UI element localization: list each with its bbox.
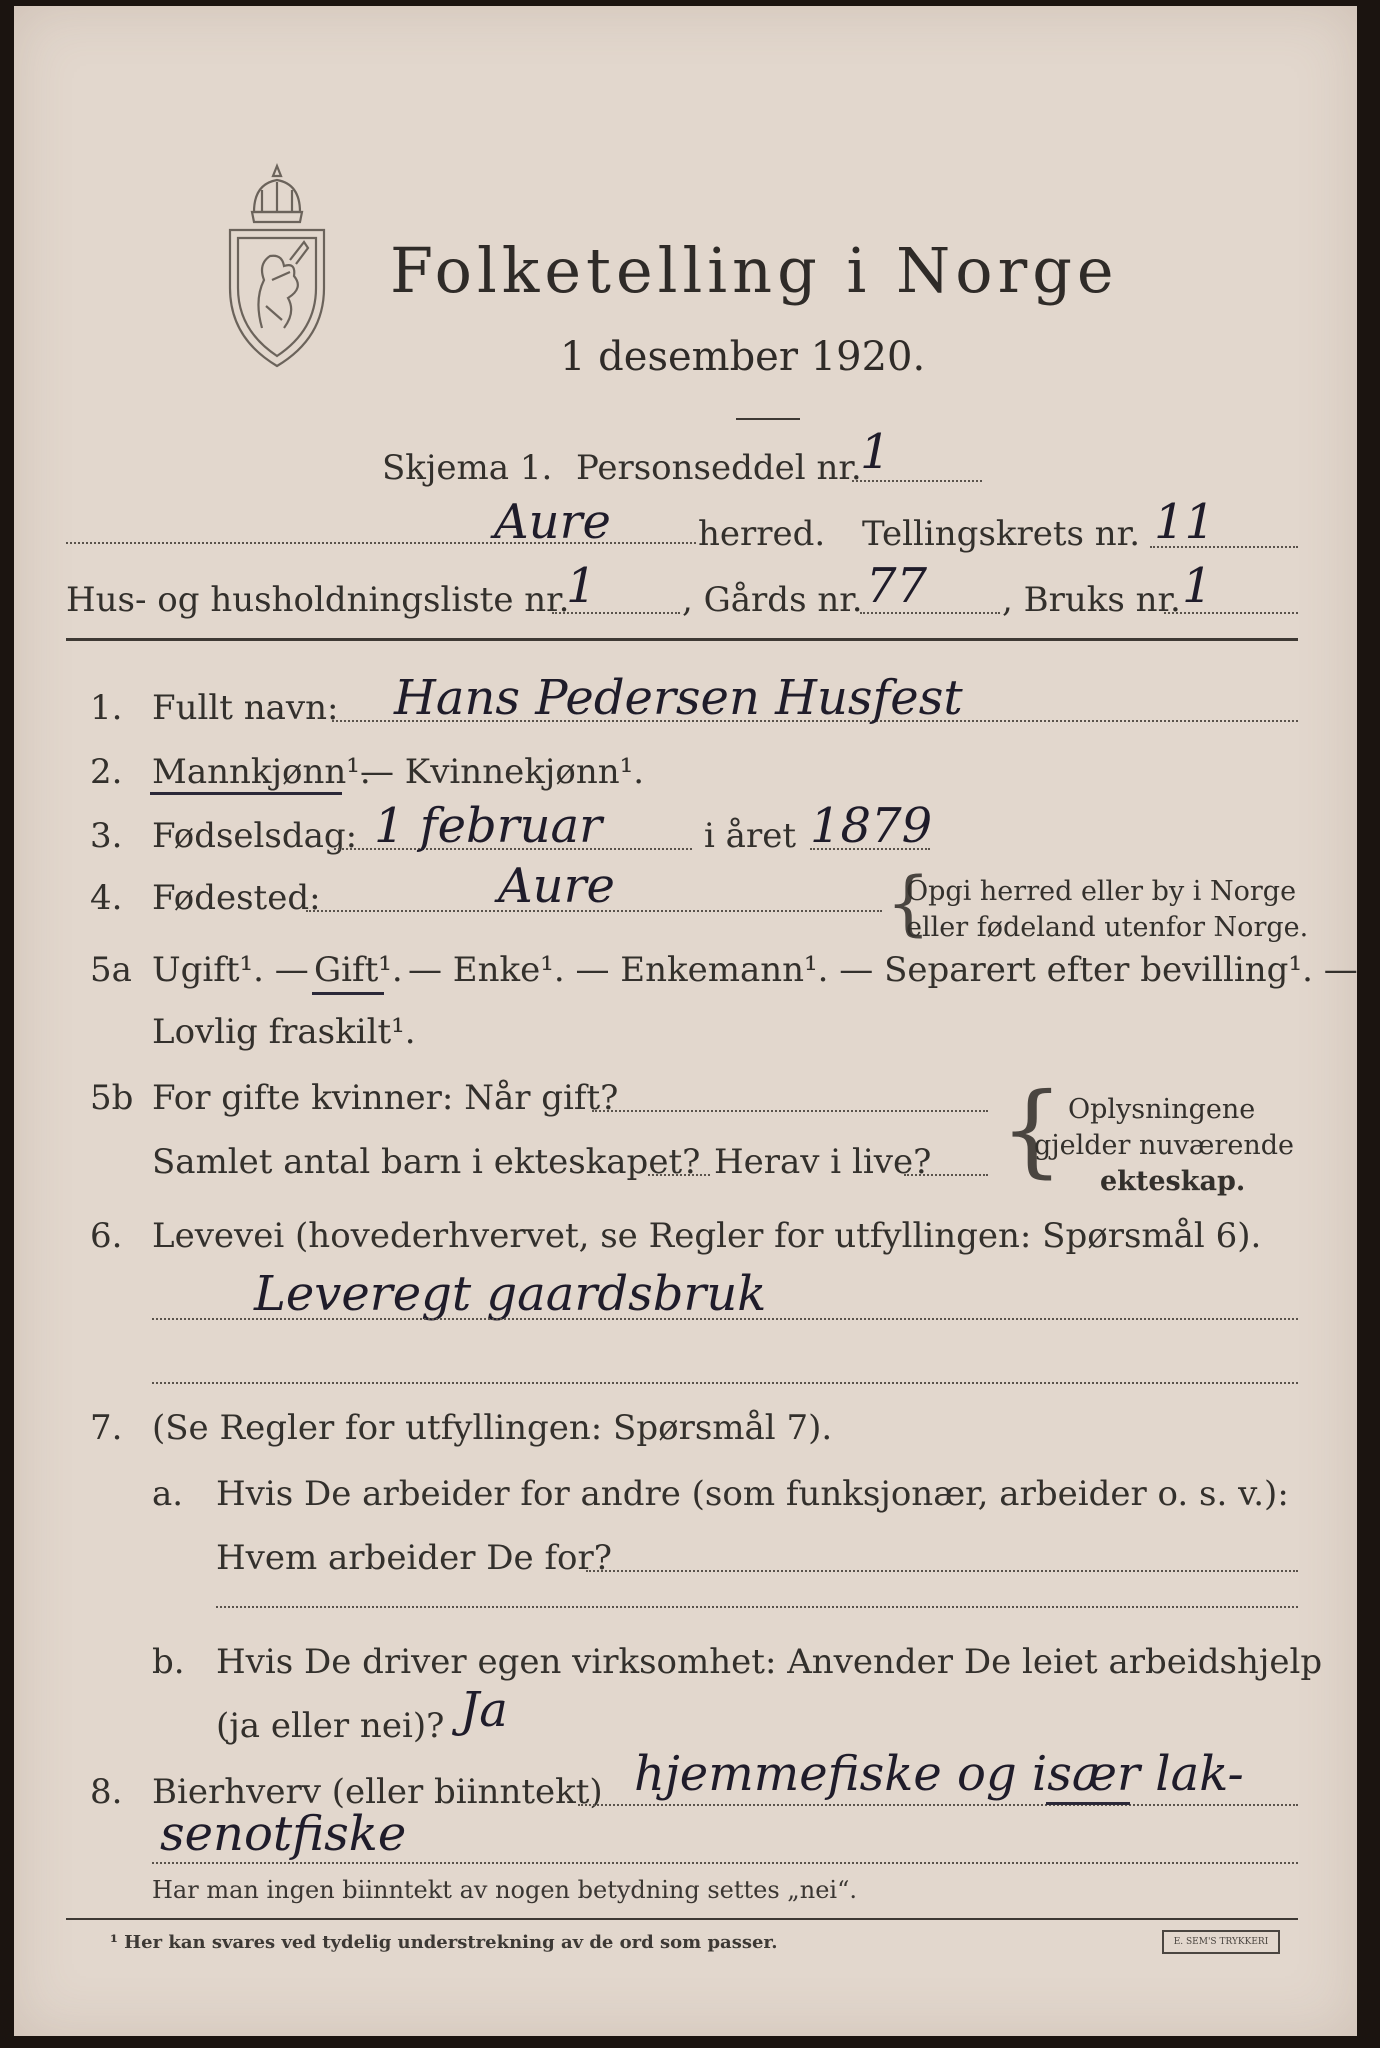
q1-label: Fullt navn: [152, 688, 339, 728]
tellingskrets-value: 11 [1154, 494, 1216, 550]
q8-value-line1: hjemmefiske og især lak- [634, 1746, 1244, 1802]
personseddel-value: 1 [860, 424, 891, 480]
q7b-letter: b. [152, 1642, 185, 1682]
q5b-alive-line [904, 1174, 988, 1176]
q7b-question: (ja eller nei)? [216, 1706, 445, 1746]
skjema-label: Skjema 1. [382, 448, 553, 488]
q7a-employer-line2 [216, 1606, 1298, 1608]
q5a-other-options: — Enke¹. — Enkemann¹. — Separert efter bevilling¹. — [408, 950, 1358, 990]
q3-label: Fødselsdag: [152, 816, 358, 856]
q2-number: 2. [90, 752, 123, 792]
q4-note-line2: eller fødeland utenfor Norge. [906, 912, 1309, 943]
q5b-alive-label: Herav i live? [714, 1142, 932, 1182]
q5a-number: 5a [90, 950, 132, 990]
q5b-number: 5b [90, 1078, 134, 1118]
husliste-value: 1 [566, 558, 597, 614]
footnote-separator [66, 1918, 1298, 1920]
q8-value-line2: senotfiske [160, 1806, 407, 1862]
q7a-line1: Hvis De arbeider for andre (som funksjonær, arbeider o. s. v.): [216, 1474, 1289, 1514]
q5b-note-line3: ekteskap. [1100, 1166, 1246, 1197]
q7-label: (Se Regler for utfyllingen: Spørsmål 7). [152, 1408, 833, 1448]
q3-number: 3. [90, 816, 123, 856]
q4-label: Fødested: [152, 878, 321, 918]
footnote: ¹ Her kan svares ved tydelig understrekning av de ord som passer. [110, 1932, 778, 1953]
q7a-employer-label: Hvem arbeider De for? [216, 1538, 612, 1578]
q3-year-label: i året [704, 816, 796, 856]
q6-value: Leveregt gaardsbruk [254, 1266, 767, 1322]
q1-value: Hans Pedersen Husfest [394, 670, 963, 726]
q2-male-option: Mannkjønn¹. [152, 752, 371, 792]
q7-number: 7. [90, 1408, 123, 1448]
herred-value: Aure [494, 494, 611, 550]
q3-year-value: 1879 [810, 798, 933, 854]
tellingskrets-label: Tellingskrets nr. [862, 514, 1141, 554]
q5b-line1: For gifte kvinner: Når gift? [152, 1078, 619, 1118]
q8-note: Har man ingen biinntekt av nogen betydning settes „nei“. [152, 1876, 857, 1904]
q2-female-option: — Kvinnekjønn¹. [360, 752, 645, 792]
q4-note-brace: { [886, 862, 931, 944]
q5b-note-line1: Oplysningene [1068, 1094, 1256, 1125]
gards-value: 77 [866, 558, 928, 614]
q5b-note-brace: { [1000, 1071, 1064, 1188]
q6-line1 [152, 1318, 1298, 1320]
q2-male-underline [150, 792, 342, 795]
q5b-children-label: Samlet antal barn i ekteskapet? [152, 1142, 701, 1182]
census-date: 1 desember 1920. [560, 334, 926, 380]
q4-value: Aure [498, 858, 615, 914]
q7a-letter: a. [152, 1474, 184, 1514]
norwegian-coat-of-arms-icon [224, 160, 330, 374]
q8-line1 [578, 1804, 1298, 1806]
q6-line2 [152, 1382, 1298, 1384]
q8-value-underline [1046, 1802, 1130, 1805]
q7a-employer-line1 [586, 1570, 1298, 1572]
bruks-label: , Bruks nr. [1002, 580, 1181, 620]
q5b-married-line [592, 1110, 988, 1112]
q5a-ugift-option: Ugift¹. — [152, 950, 309, 990]
personseddel-line [852, 480, 982, 482]
q4-note-line1: Opgi herred eller by i Norge [906, 876, 1297, 907]
q5a-gift-option: Gift¹. [314, 950, 403, 990]
q6-label: Levevei (hovederhvervet, se Regler for utfyllingen: Spørsmål 6). [152, 1216, 1262, 1256]
q5b-children-line [648, 1174, 710, 1176]
q7b-line1: Hvis De driver egen virksomhet: Anvender De leiet arbeidshjelp [216, 1642, 1323, 1682]
herred-label: herred. [698, 514, 826, 554]
title-divider [736, 418, 800, 420]
husliste-label: Hus- og husholdningsliste nr. [66, 580, 570, 620]
bruks-value: 1 [1182, 558, 1213, 614]
q8-number: 8. [90, 1772, 123, 1812]
q5a-gift-underline [312, 992, 384, 995]
gards-label: , Gårds nr. [682, 580, 863, 620]
q3-value: 1 februar [374, 798, 603, 854]
form-title: Folketelling i Norge [390, 234, 1119, 307]
header-separator [66, 638, 1298, 641]
q6-number: 6. [90, 1216, 123, 1256]
q5a-fraskilt-option: Lovlig fraskilt¹. [152, 1012, 416, 1052]
q5b-note-line2: gjelder nuværende [1034, 1130, 1294, 1161]
census-form-page [14, 6, 1357, 2036]
personseddel-label: Personseddel nr. [576, 448, 862, 488]
q4-number: 4. [90, 878, 123, 918]
q1-number: 1. [90, 688, 123, 728]
q8-label: Bierhverv (eller biinntekt) [152, 1772, 603, 1812]
q8-line2 [152, 1862, 1298, 1864]
q7b-value: Ja [460, 1682, 508, 1738]
printer-stamp: E. SEM'S TRYKKERI [1162, 1930, 1280, 1954]
